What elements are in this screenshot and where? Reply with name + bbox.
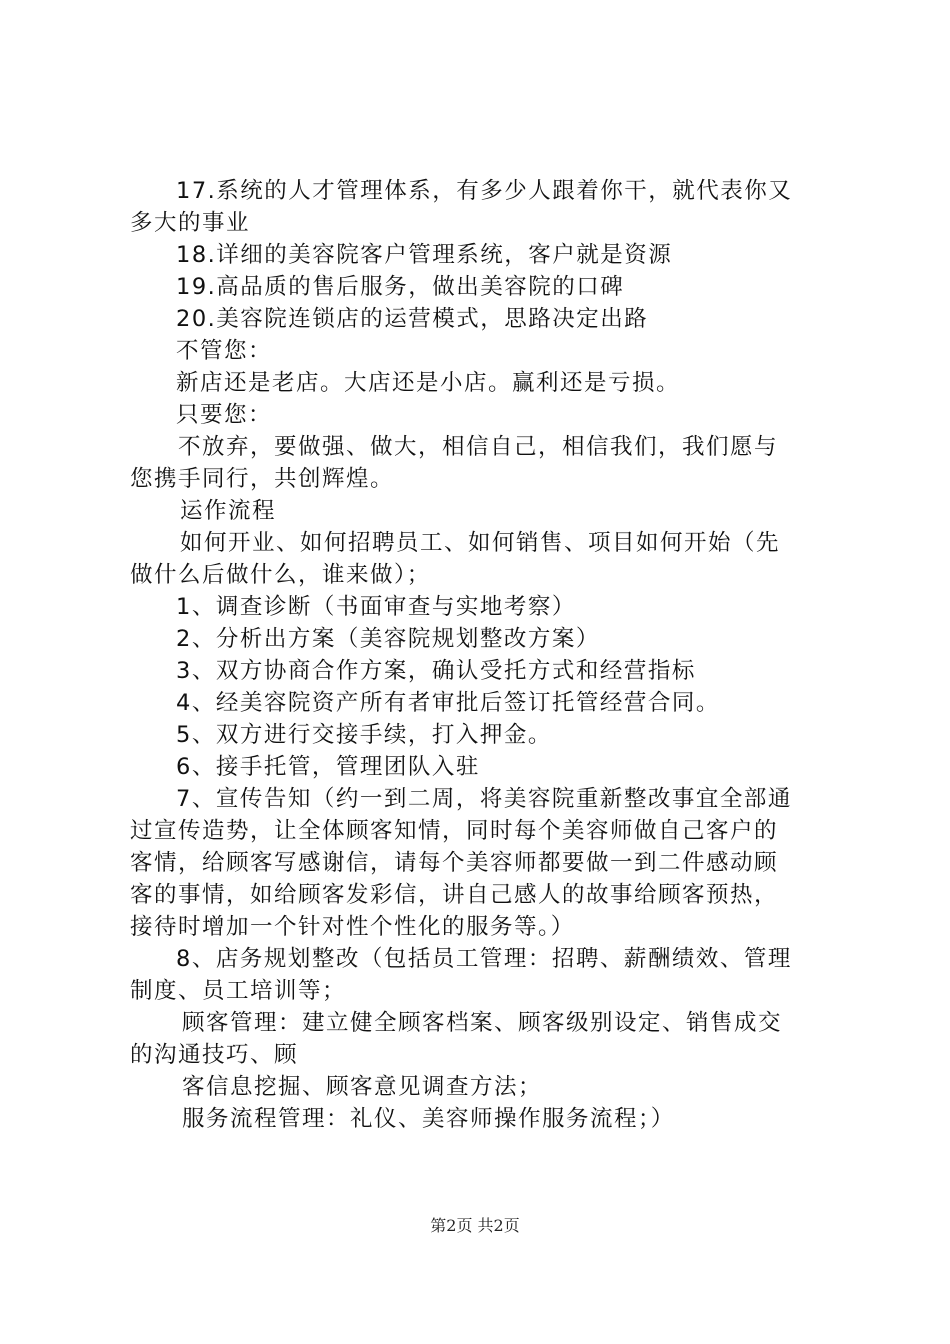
text-line: 客的事情，如给顾客发彩信，讲自己感人的故事给顾客预热， — [130, 882, 779, 908]
text-line: 接待时增加一个针对性个性化的服务等。） — [130, 914, 575, 940]
text-line: 不放弃，要做强、做大，相信自己，相信我们，我们愿与 — [178, 434, 779, 460]
text-line: 的沟通技巧、顾 — [130, 1042, 299, 1068]
text-line: 19.高品质的售后服务，做出美容院的口碑 — [176, 274, 625, 300]
text-line: 如何开业、如何招聘员工、如何销售、项目如何开始（先 — [180, 530, 781, 556]
text-line: 8、店务规划整改（包括员工管理：招聘、薪酬绩效、管理 — [176, 946, 792, 972]
text-line: 4、经美容院资产所有者审批后签订托管经营合同。 — [176, 690, 720, 716]
text-line: 17.系统的人才管理体系，有多少人跟着你干，就代表你又 — [176, 178, 793, 204]
text-line: 6、接手托管，管理团队入驻 — [176, 754, 480, 780]
text-line: 做什么后做什么，谁来做）； — [130, 562, 431, 588]
text-line: 运作流程 — [180, 498, 277, 524]
text-line: 新店还是老店。大店还是小店。赢利还是亏损。 — [176, 370, 681, 396]
text-line: 您携手同行，共创辉煌。 — [130, 466, 395, 492]
text-line: 3、双方协商合作方案，确认受托方式和经营指标 — [176, 658, 696, 684]
text-line: 2、分析出方案（美容院规划整改方案） — [176, 626, 600, 652]
text-line: 顾客管理：建立健全顾客档案、顾客级别设定、销售成交 — [182, 1010, 783, 1036]
text-line: 20.美容院连锁店的运营模式，思路决定出路 — [176, 306, 649, 332]
text-line: 客情，给顾客写感谢信，请每个美容师都要做一到二件感动顾 — [130, 850, 779, 876]
text-line: 不管您： — [176, 338, 273, 364]
text-line: 过宣传造势，让全体顾客知情，同时每个美容师做自己客户的 — [130, 818, 779, 844]
text-line: 7、宣传告知（约一到二周，将美容院重新整改事宜全部通 — [176, 786, 792, 812]
text-line: 1、调查诊断（书面审查与实地考察） — [176, 594, 576, 620]
text-line: 5、双方进行交接手续，打入押金。 — [176, 722, 552, 748]
text-line: 制度、员工培训等； — [130, 978, 347, 1004]
text-line: 服务流程管理：礼仪、美容师操作服务流程；） — [182, 1106, 675, 1132]
text-line: 只要您： — [176, 402, 273, 428]
text-line: 18.详细的美容院客户管理系统，客户就是资源 — [176, 242, 673, 268]
text-line: 客信息挖掘、顾客意见调查方法； — [182, 1074, 543, 1100]
text-line: 多大的事业 — [130, 210, 251, 236]
page-number-footer: 第2页 共2页 — [430, 1216, 520, 1235]
